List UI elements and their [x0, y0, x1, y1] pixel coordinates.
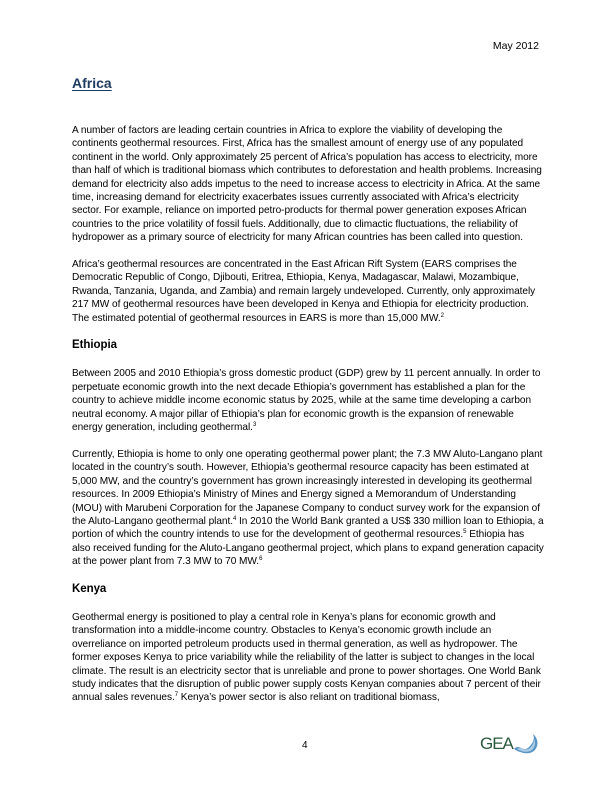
- wave-icon: [513, 733, 539, 755]
- paragraph-text: Africa’s geothermal resources are concentrated in the East African Rift System (EARS comprises the Democratic Republic of Congo, Djibouti, Eritrea, Ethiopia, Kenya, Madagascar, Malawi, Mozambique, Rwanda, Tanzania, Uganda, and Zambia) and remain largely undeveloped. Currently, only approximately 217 MW of geothermal resources have been developed in Kenya and Ethiopia for electricity production. The estimated potential of geothermal resources in EARS is more than 15,000 MW.: [72, 259, 536, 324]
- footnote-ref[interactable]: 7: [174, 692, 179, 699]
- footnote-ref[interactable]: 3: [252, 422, 257, 429]
- gea-logo: [480, 733, 539, 755]
- header-date: May 2012: [492, 40, 539, 52]
- logo-text: GEA: [480, 734, 513, 753]
- footnote-ref[interactable]: 2: [440, 312, 444, 319]
- paragraph-text: Geothermal energy is positioned to play a central role in Kenya’s plans for economic growth and transformation into a middle-income country. Obstacles to Kenya’s economic growth include an overreliance on imported petroleum products used in thermal generation, as well as hydropower. The former exposes Kenya to price variability while the reliability of the latter is subject to changes in the local climate. The result is an electricity sector that is unreliable and prone to power shortages. One World Bank study indicates that the disruption of public power supply costs Kenyan companies about 7 percent of their annual sales revenues.: [72, 611, 541, 704]
- page-number: 4: [302, 740, 308, 751]
- paragraph: [72, 367, 544, 434]
- footnote-ref[interactable]: 5: [463, 529, 467, 536]
- footnote-ref[interactable]: 6: [259, 556, 263, 563]
- paragraph: [72, 258, 544, 325]
- paragraph: [72, 611, 544, 705]
- paragraph-text: Currently, Ethiopia is home to only one operating geothermal power plant; the 7.3 MW Aluto-Langano plant located in the country’s south. However, Ethiopia’s geothermal resource capacity has been estimated at 5,000 MW, and the country’s government has grown increasingly interested in developing its geothermal resources. In 2009 Ethiopia’s Ministry of Mines and Energy signed a Memorandum of Understanding (MOU) with Marubeni Corporation for the Japanese Company to conduct survey work for the expansion of the Aluto-Langano geothermal plant.: [72, 448, 543, 527]
- subsection-title-kenya: Kenya: [72, 582, 107, 595]
- paragraph-text: Kenya’s power sector is also reliant on traditional biomass,: [178, 692, 440, 704]
- paragraph: [72, 124, 544, 245]
- document-body: [72, 124, 544, 718]
- footnote-ref[interactable]: 4: [233, 515, 237, 522]
- subsection-title-ethiopia: Ethiopia: [72, 339, 117, 352]
- paragraph: [72, 448, 544, 569]
- paragraph-text: Between 2005 and 2010 Ethiopia’s gross domestic product (GDP) grew by 11 percent annually. In order to perpetuate economic growth into the next decade Ethiopia’s government has established a plan for the country to achieve middle income economic status by 2025, while at the same time developing a carbon neutral economy. A major pillar of Ethiopia’s plan for economic growth is the expansion of renewable energy generation, including geothermal.: [72, 368, 541, 434]
- paragraph-text: A number of factors are leading certain countries in Africa to explore the viability of developing the continents geothermal resources. First, Africa has the smallest amount of energy use of any populated continent in the world. Only approximately 25 percent of Africa’s population has access to electricity, more than half of which is traditional biomass which contributes to deforestation and health problems. Increasing demand for electricity also adds impetus to the need to increase access to electricity in Africa. At the same time, increasing demand for electricity exacerbates issues currently associated with Africa’s electricity sector. For example, reliance on imported petro-products for thermal power generation exposes African countries to the price volatility of fossil fuels. Additionally, due to climactic fluctuations, the reliability of hydropower as a primary source of electricity for many African countries has been called into question.: [72, 125, 542, 244]
- section-title: Africa: [72, 75, 112, 91]
- paragraph-text: Ethiopia has also received funding for the Aluto-Langano geothermal project, which plans to expand generation capacity at the power plant from 7.3 MW to 70 MW.: [72, 529, 544, 568]
- paragraph-text: In 2010 the World Bank granted a US$ 330 million loan to Ethiopia, a portion of which the country intends to use for the development of geothermal resources.: [72, 515, 544, 541]
